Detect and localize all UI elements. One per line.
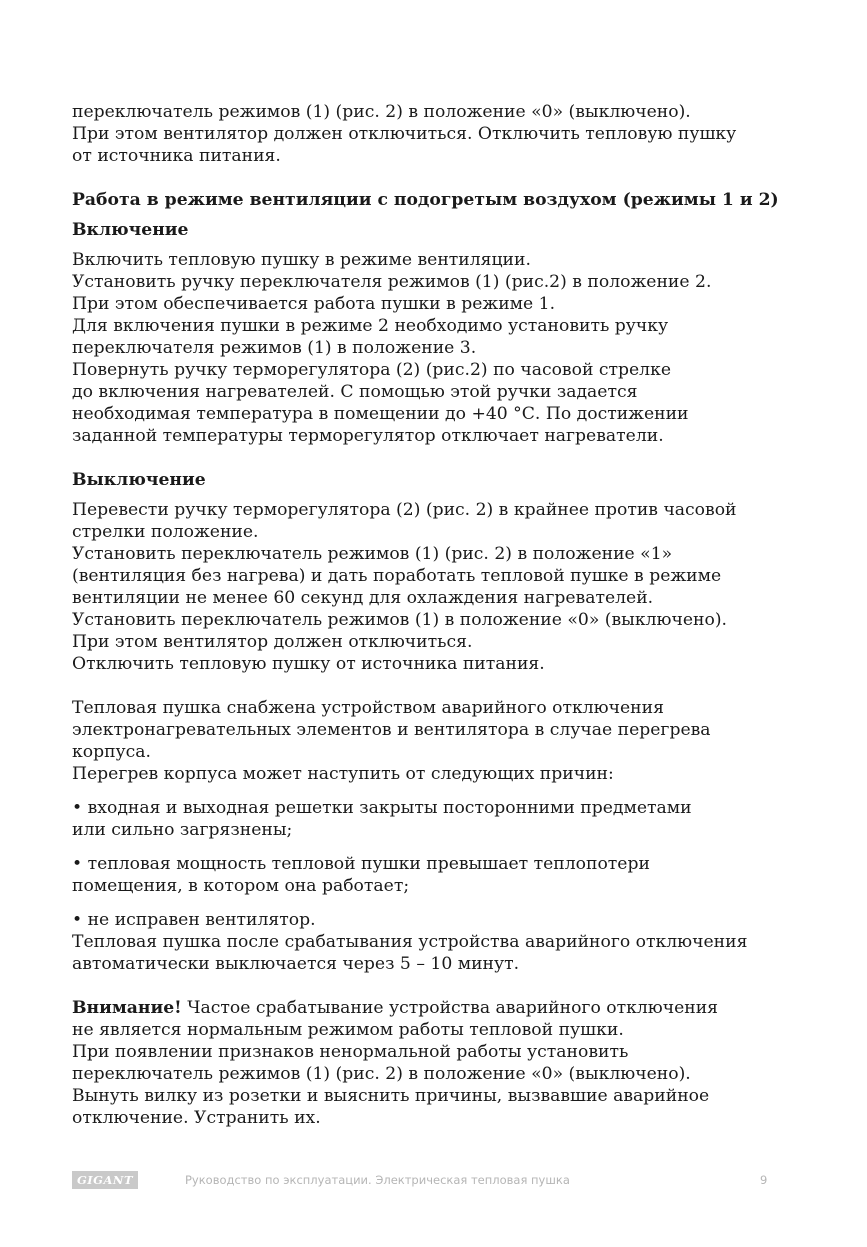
page-footer	[72, 1167, 772, 1191]
text-line: Включить тепловую пушку в режиме вентиляции.	[72, 250, 531, 270]
bullet-item	[72, 797, 792, 841]
off-heading: Выключение	[72, 470, 206, 490]
text-line: Установить ручку переключателя режимов (1) (рис.2) в положение 2.	[72, 272, 712, 292]
text-line: При появлении признаков ненормальной работы установить	[72, 1042, 629, 1062]
warning-first-line	[72, 997, 792, 1019]
text-line: Для включения пушки в режиме 2 необходимо установить ручку	[72, 316, 669, 336]
top-paragraph	[72, 101, 792, 167]
text-line: необходимая температура в помещении до +40 °С. По достижении	[72, 404, 689, 424]
bullet-line: • тепловая мощность тепловой пушки превышает теплопотери	[72, 854, 650, 874]
emergency-paragraph	[72, 697, 792, 785]
text-line: Перевести ручку терморегулятора (2) (рис. 2) в крайнее против часовой	[72, 500, 737, 520]
bullet-line: • входная и выходная решетки закрыты посторонними предметами	[72, 798, 692, 818]
warning-label: Внимание!	[72, 998, 182, 1018]
section-title: Работа в режиме вентиляции с подогретым воздухом (режимы 1 и 2)	[72, 190, 779, 210]
text-line: вентиляции не менее 60 секунд для охлаждения нагревателей.	[72, 588, 654, 608]
text-line: Повернуть ручку терморегулятора (2) (рис.2) по часовой стрелке	[72, 360, 672, 380]
warning-paragraph	[72, 997, 792, 1129]
text-line: не является нормальным режимом работы тепловой пушки.	[72, 1020, 624, 1040]
text-line: Тепловая пушка снабжена устройством аварийного отключения	[72, 698, 664, 718]
text-line: Отключить тепловую пушку от источника питания.	[72, 654, 545, 674]
text-line: Тепловая пушка после срабатывания устройства аварийного отключения	[72, 932, 748, 952]
bullet-item	[72, 853, 792, 897]
after-bullets-paragraph	[72, 931, 792, 975]
text-line: переключателя режимов (1) в положение 3.	[72, 338, 477, 358]
text-line: переключатель режимов (1) (рис. 2) в положение «0» (выключено).	[72, 1064, 691, 1084]
text-line: При этом обеспечивается работа пушки в режиме 1.	[72, 294, 556, 314]
bullet-line: помещения, в котором она работает;	[72, 876, 410, 896]
text-line: Перегрев корпуса может наступить от следующих причин:	[72, 764, 614, 784]
on-heading: Включение	[72, 220, 189, 240]
text-line: Вынуть вилку из розетки и выяснить причины, вызвавшие аварийное	[72, 1086, 710, 1106]
page-number: 9	[760, 1173, 768, 1187]
on-paragraph	[72, 249, 792, 447]
text-line: отключение. Устранить их.	[72, 1108, 321, 1128]
text-line: электронагревательных элементов и вентилятора в случае перегрева	[72, 720, 711, 740]
bullet-line: • не исправен вентилятор.	[72, 910, 316, 930]
footer-title: Руководство по эксплуатации. Электрическая тепловая пушка	[185, 1173, 570, 1187]
off-paragraph	[72, 499, 792, 675]
warning-text: Частое срабатывание устройства аварийного отключения	[181, 998, 719, 1018]
bullet-line: или сильно загрязнены;	[72, 820, 293, 840]
page-content	[72, 101, 792, 1129]
text-line: от источника питания.	[72, 146, 281, 166]
text-line: (вентиляция без нагрева) и дать поработать тепловой пушке в режиме	[72, 566, 722, 586]
text-line: Установить переключатель режимов (1) (рис. 2) в положение «1»	[72, 544, 673, 564]
text-line: переключатель режимов (1) (рис. 2) в положение «0» (выключено).	[72, 102, 691, 122]
text-line: до включения нагревателей. С помощью этой ручки задается	[72, 382, 638, 402]
text-line: корпуса.	[72, 742, 151, 762]
gigant-logo: GIGANT	[72, 1171, 138, 1189]
text-line: При этом вентилятор должен отключиться. Отключить тепловую пушку	[72, 124, 737, 144]
text-line: заданной температуры терморегулятор отключает нагреватели.	[72, 426, 664, 446]
text-line: стрелки положение.	[72, 522, 259, 542]
text-line: автоматически выключается через 5 – 10 минут.	[72, 954, 520, 974]
text-line: При этом вентилятор должен отключиться.	[72, 632, 473, 652]
bullet-item	[72, 909, 792, 931]
text-line: Установить переключатель режимов (1) в положение «0» (выключено).	[72, 610, 727, 630]
